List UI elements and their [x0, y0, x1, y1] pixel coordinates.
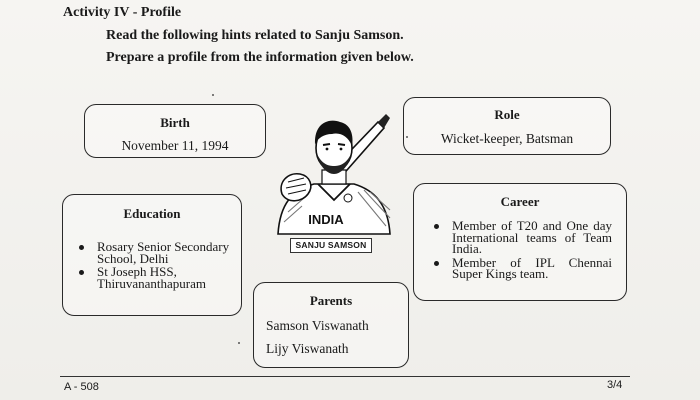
parent-name: Lijy Viswanath [266, 341, 349, 356]
career-title: Career [500, 194, 540, 209]
parents-title: Parents [309, 293, 353, 308]
paper-speck [238, 342, 240, 344]
birth-box [84, 104, 266, 158]
portrait-caption: SANJU SAMSON [290, 238, 372, 253]
activity-heading: Activity IV - Profile [63, 5, 182, 20]
career-list [432, 220, 612, 282]
education-list [77, 241, 237, 291]
birth-title: Birth [160, 115, 190, 130]
education-box [62, 194, 242, 316]
career-item: Member of T20 and One day International teams of Team India. [432, 220, 612, 255]
parents-box [253, 282, 409, 368]
role-box [403, 97, 611, 155]
birth-date: November 11, 1994 [121, 138, 229, 153]
paper-speck [212, 94, 214, 96]
career-box [413, 183, 627, 301]
paper-speck [406, 136, 408, 138]
footer-divider [60, 376, 630, 377]
education-item: St Joseph HSS, Thiruvananthapuram [77, 266, 237, 289]
page-number: 3/4 [607, 379, 623, 391]
education-title: Education [123, 206, 181, 221]
education-item: Rosary Senior Secondary School, Delhi [77, 241, 237, 264]
cricketer-portrait [274, 108, 394, 236]
role-title: Role [494, 107, 520, 122]
career-item: Member of IPL Chennai Super Kings team. [432, 257, 612, 280]
instruction-line-2: Prepare a profile from the information given below. [106, 50, 414, 65]
role-value: Wicket-keeper, Batsman [440, 131, 574, 146]
parent-name: Samson Viswanath [266, 318, 369, 333]
footer-code: A - 508 [64, 381, 99, 393]
instruction-line-1: Read the following hints related to Sanju Samson. [106, 28, 404, 43]
jersey-text: INDIA [308, 212, 344, 227]
